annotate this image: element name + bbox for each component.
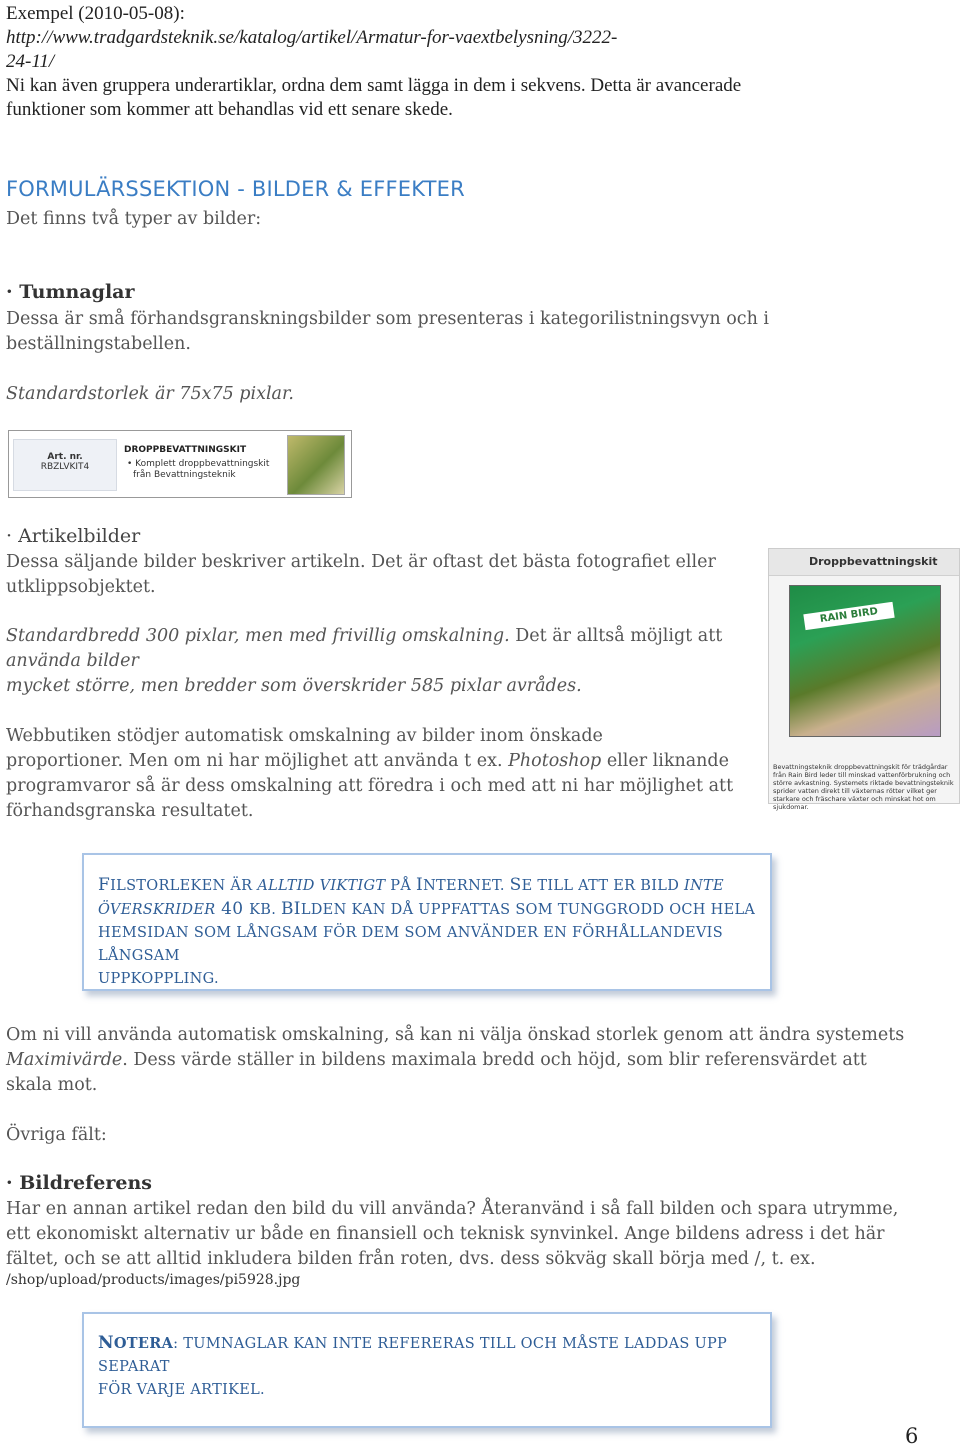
- auto-line1: Webbutiken stödjer automatisk omskalning av bilder inom önskade: [6, 726, 603, 746]
- auto-line4: förhandsgranska resultatet.: [6, 801, 254, 821]
- intro-paragraph-2: funktioner som kommer att behandlas vid ett senare skede.: [6, 99, 453, 120]
- article-images-title: · Artikelbilder: [6, 525, 141, 547]
- intro-url[interactable]: http://www.tradgardsteknik.se/katalog/artikel/Armatur-for-vaextbelysning/3222-: [6, 27, 618, 48]
- n1-c: ALLTID VIKTIGT: [257, 878, 386, 894]
- thumb-product-desc: [127, 459, 269, 481]
- n1-l2d: .: [271, 902, 282, 918]
- max-line3: skala mot.: [6, 1075, 98, 1095]
- other-fields-label: Övriga fält:: [6, 1125, 107, 1145]
- intro-paragraph-1: Ni kan även gruppera underartiklar, ordna dem samt lägga in dem i sekvens. Detta är avancerade: [6, 75, 742, 96]
- auto-resize-paragraph: [6, 724, 756, 824]
- intro-date: Exempel (2010-05-08):: [6, 3, 185, 24]
- n2-l2: FÖR VARJE ARTIKEL.: [98, 1382, 265, 1398]
- n2-b: OTERA: [113, 1335, 174, 1352]
- n1-i: E TILL ATT ER BILD: [521, 878, 685, 894]
- product-image: [768, 548, 960, 811]
- thumb-product-photo: [287, 435, 345, 495]
- thumbnails-title: · Tumnaglar: [6, 281, 135, 303]
- art-label: Art. nr.: [47, 452, 83, 462]
- thumbnails-desc-line2: beställningstabellen.: [6, 334, 191, 354]
- std-line2: använda bilder: [6, 651, 139, 671]
- art-number-box: [13, 439, 117, 491]
- filesize-notice-box: [82, 853, 772, 991]
- n2-a: N: [98, 1333, 114, 1353]
- max-italic: Maximivärde: [6, 1050, 123, 1070]
- n1-h: S: [509, 875, 522, 895]
- max-value-paragraph: [6, 1023, 956, 1098]
- image-reference-path: /shop/upload/products/images/pi5928.jpg: [6, 1272, 301, 1288]
- intro-text: [6, 2, 956, 122]
- thumb-desc-line2: från Bevattningsteknik: [133, 470, 236, 480]
- article-images-desc: [6, 550, 756, 600]
- ref-line3: fältet, och se att alltid inkludera bilden från roten, dvs. dess sökväg skall börja med /, t. ex.: [6, 1249, 816, 1269]
- n1-l2e: BI: [281, 899, 301, 919]
- filesize-notice-text: [98, 874, 763, 991]
- n1-a: F: [98, 875, 111, 895]
- article-desc-line1: Dessa säljande bilder beskriver artikeln. Det är oftast det bästa fotografiet eller: [6, 552, 716, 572]
- n1-f: NTERNET: [423, 878, 500, 894]
- n1-j: INTE: [684, 878, 724, 894]
- image-reference-desc: [6, 1197, 956, 1272]
- thumbnails-desc: [6, 307, 956, 357]
- n1-l4: UPPKOPPLING.: [98, 971, 219, 987]
- thumbnail-notice-box: [82, 1312, 772, 1428]
- thumb-product-title: DROPPBEVATTNINGSKIT: [124, 445, 247, 455]
- n1-b: ILSTORLEKEN ÄR: [110, 878, 258, 894]
- n1-l2c: KB: [249, 902, 272, 918]
- auto-line3: programvaror så är dess omskalning att föredra i och med att ni har möjlighet att: [6, 776, 734, 796]
- product-image-caption: Bevattningsteknik droppbevattningskit för trädgårdar från Rain Bird leder till minskad vattenförbrukning och större avkastning. Systemets riktade bevattningsteknik sprider vatten direkt till växternas rötter vilket ger starkare och fräschare växter och minskat hot om sjukdomar.: [773, 763, 954, 811]
- ref-line1: Har en annan artikel redan den bild du vill använda? Återanvänd i så fall bilden och spara utrymme,: [6, 1199, 899, 1219]
- max-line2: . Dess värde ställer in bildens maximala bredd och höjd, som blir referensvärdet att: [122, 1050, 867, 1070]
- auto-photoshop: Photoshop: [508, 751, 602, 771]
- product-box-photo: [789, 585, 941, 737]
- auto-line2-end: eller liknande: [601, 751, 729, 771]
- auto-line2: proportioner. Men om ni har möjlighet att använda t ex.: [6, 751, 509, 771]
- n1-d: PÅ: [385, 878, 417, 894]
- n1-l3: HEMSIDAN SOM LÅNGSAM FÖR DEM SOM ANVÄNDER EN FÖRHÅLLANDEVIS LÅNGSAM: [98, 925, 723, 964]
- thumbnails-standard: Standardstorlek är 75x75 pixlar.: [6, 384, 294, 404]
- brand-logo: RAIN BIRD: [803, 602, 894, 630]
- product-image-header: [769, 549, 959, 576]
- thumb-desc-line1: • Komplett droppbevattningskit: [127, 459, 270, 469]
- section-heading: FORMULÄRSSEKTION - BILDER & EFFEKTER: [6, 177, 465, 201]
- section-subtitle: Det finns två typer av bilder:: [6, 209, 262, 229]
- thumbnail-notice-text: [98, 1332, 763, 1402]
- product-image-title: Droppbevattningskit: [809, 555, 938, 568]
- std-italic: Standardbredd 300 pixlar, men med frivillig omskalning.: [6, 626, 510, 646]
- thumbnail-example-image: [8, 430, 352, 498]
- n1-l2f: LDEN KAN DÅ UPPFATTAS SOM TUNGGRODD OCH HELA: [300, 902, 756, 918]
- n1-e: I: [416, 875, 424, 895]
- n2-c: : TUMNAGLAR KAN INTE REFERERAS TILL OCH MÅSTE LADDAS UPP SEPARAT: [98, 1336, 728, 1375]
- n1-l2b: 40: [215, 899, 250, 919]
- art-number: RBZLVKIT4: [40, 462, 90, 472]
- n1-l2a: ÖVERSKRIDER: [98, 902, 216, 918]
- max-line1: Om ni vill använda automatisk omskalning, så kan ni välja önskad storlek genom att ändra systemets: [6, 1025, 905, 1045]
- n1-g: .: [499, 878, 510, 894]
- std-normal: Det är alltså möjligt att: [509, 626, 723, 646]
- page-number: 6: [905, 1424, 919, 1448]
- image-reference-title: · Bildreferens: [6, 1172, 152, 1194]
- std-line3: mycket större, men bredder som överskrider 585 pixlar avrådes.: [6, 676, 582, 696]
- article-images-standard: [6, 624, 756, 699]
- article-desc-line2: utklippsobjektet.: [6, 577, 156, 597]
- intro-url-cont[interactable]: 24-11/: [6, 51, 55, 72]
- ref-line2: ett ekonomiskt alternativ ur både en finansiell och teknisk synvinkel. Ange bildens adress i det här: [6, 1224, 885, 1244]
- thumbnails-desc-line1: Dessa är små förhandsgranskningsbilder som presenteras i kategorilistningsvyn och i: [6, 309, 770, 329]
